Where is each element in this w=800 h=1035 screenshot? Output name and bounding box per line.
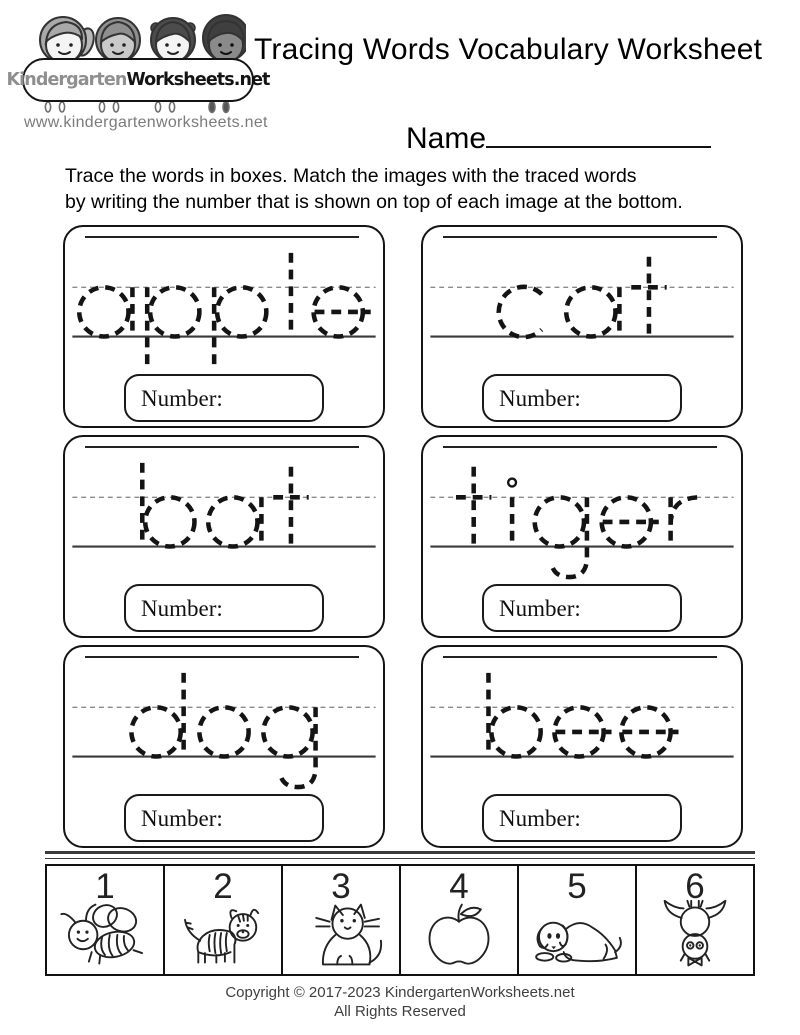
word-card-apple xyxy=(63,225,385,428)
number-label: Number: xyxy=(499,386,581,411)
number-label: Number: xyxy=(141,806,223,831)
name-blank-line xyxy=(486,112,711,148)
number-answer-box xyxy=(482,374,682,422)
number-label: Number: xyxy=(141,596,223,621)
match-cell-apple xyxy=(401,866,519,974)
match-cell-bee xyxy=(47,866,165,974)
match-number: 6 xyxy=(685,867,705,906)
match-image-strip xyxy=(45,864,755,976)
instructions xyxy=(65,163,765,215)
trace-word-bat xyxy=(65,453,383,581)
divider-rule xyxy=(45,851,755,859)
copyright-line: Copyright © 2017-2023 KindergartenWorksheets.net xyxy=(225,984,575,1001)
bee-image xyxy=(56,897,154,973)
word-cards-grid xyxy=(63,225,743,848)
word-card-dog xyxy=(63,645,385,848)
number-answer-box xyxy=(482,794,682,842)
match-number: 4 xyxy=(449,867,469,906)
number-label: Number: xyxy=(499,806,581,831)
match-cell-dog xyxy=(519,866,637,974)
match-number: 2 xyxy=(213,867,233,906)
match-number: 3 xyxy=(331,867,351,906)
bat-image xyxy=(646,897,744,973)
rights-line: All Rights Reserved xyxy=(334,1003,466,1020)
page-title: Tracing Words Vocabulary Worksheet xyxy=(254,33,763,66)
logo-text-worksheets-net: Worksheets.net xyxy=(126,70,270,90)
instructions-line1: Trace the words in boxes. Match the images with the traced words xyxy=(65,165,637,187)
number-answer-box xyxy=(124,794,324,842)
word-card-bee xyxy=(421,645,743,848)
number-label: Number: xyxy=(141,386,223,411)
number-answer-box xyxy=(124,374,324,422)
logo-banner xyxy=(6,58,270,102)
handwriting-top-line xyxy=(85,236,359,238)
cat-image xyxy=(292,897,390,973)
logo-kids-feet xyxy=(40,101,236,114)
footer xyxy=(0,983,800,1021)
trace-word-bee xyxy=(423,663,741,791)
handwriting-top-line xyxy=(443,656,717,658)
word-card-cat xyxy=(421,225,743,428)
match-number: 5 xyxy=(567,867,587,906)
dog-image xyxy=(528,897,626,973)
handwriting-top-line xyxy=(85,656,359,658)
trace-word-dog xyxy=(65,663,383,791)
instructions-line2: by writing the number that is shown on top of each image at the bottom. xyxy=(65,191,683,213)
number-label: Number: xyxy=(499,596,581,621)
number-answer-box xyxy=(482,584,682,632)
trace-word-apple xyxy=(65,243,383,371)
match-cell-bat xyxy=(637,866,753,974)
trace-word-tiger xyxy=(423,453,741,581)
trace-word-cat xyxy=(423,243,741,371)
match-cell-tiger xyxy=(165,866,283,974)
match-number: 1 xyxy=(95,867,115,906)
handwriting-top-line xyxy=(443,236,717,238)
handwriting-top-line xyxy=(85,446,359,448)
logo-text-kindergarten: Kindergarten xyxy=(6,70,127,90)
tiger-image xyxy=(174,897,272,973)
number-answer-box xyxy=(124,584,324,632)
site-url: www.kindergartenworksheets.net xyxy=(24,114,268,131)
word-card-bat xyxy=(63,435,385,638)
match-cell-cat xyxy=(283,866,401,974)
apple-image xyxy=(410,897,508,973)
name-label: Name xyxy=(406,122,487,155)
word-card-tiger xyxy=(421,435,743,638)
handwriting-top-line xyxy=(443,446,717,448)
name-field xyxy=(406,112,711,156)
